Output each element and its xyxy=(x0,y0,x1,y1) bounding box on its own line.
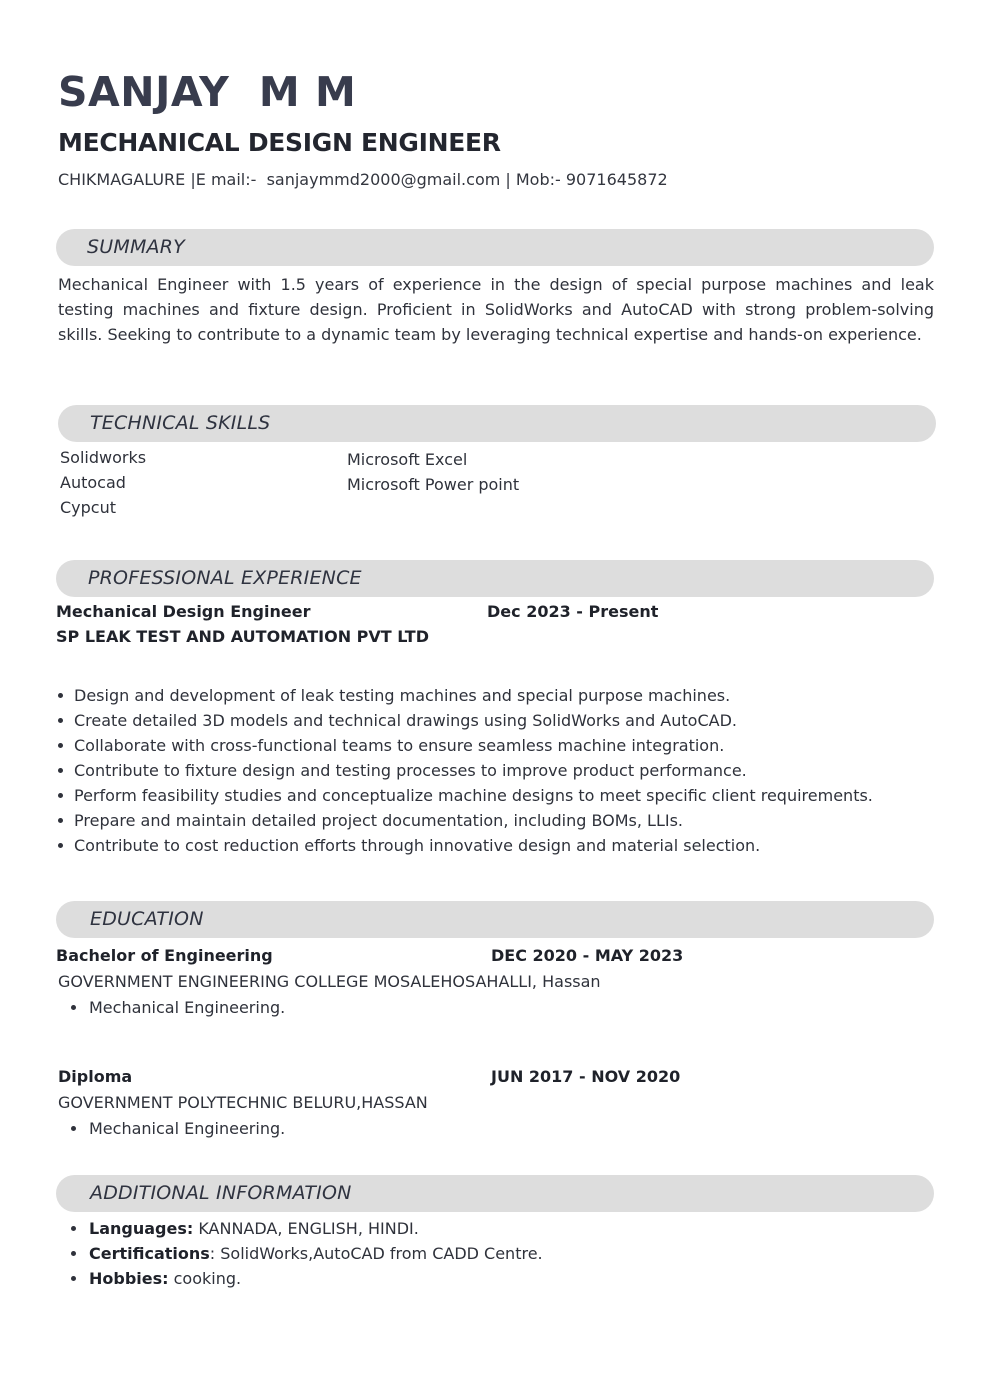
list-item xyxy=(56,1266,543,1291)
info-label: Hobbies: xyxy=(89,1269,169,1288)
job-title: MECHANICAL DESIGN ENGINEER xyxy=(58,128,501,157)
degree-title: Diploma xyxy=(58,1067,133,1086)
degree-details xyxy=(56,1116,285,1141)
company-name: SP LEAK TEST AND AUTOMATION PVT LTD xyxy=(56,627,429,646)
institution-name: GOVERNMENT POLYTECHNIC BELURU,HASSAN xyxy=(58,1093,428,1112)
experience-heading: PROFESSIONAL EXPERIENCE xyxy=(88,567,362,589)
education-section-header xyxy=(56,901,934,938)
experience-section-header xyxy=(56,560,934,597)
education-heading: EDUCATION xyxy=(90,908,204,930)
list-item: Design and development of leak testing machines and special purpose machines. xyxy=(56,683,873,708)
list-item: Contribute to fixture design and testing processes to improve product performance. xyxy=(56,758,873,783)
skill-item: Microsoft Power point xyxy=(347,475,520,494)
summary-text: Mechanical Engineer with 1.5 years of experience in the design of special purpose machines and leak testing machines and fixture design. Proficient in SolidWorks and AutoCAD with strong problem-solving skills. Seeking to contribute to a dynamic team by leveraging technical expertise and hands-on experience. xyxy=(58,275,934,344)
list-item: Collaborate with cross-functional teams to ensure seamless machine integration. xyxy=(56,733,873,758)
institution-name: GOVERNMENT ENGINEERING COLLEGE MOSALEHOSAHALLI, Hassan xyxy=(58,972,601,991)
skill-item: Cypcut xyxy=(60,498,117,517)
skill-item: Solidworks xyxy=(60,448,147,467)
summary-heading: SUMMARY xyxy=(87,236,185,258)
list-item: Create detailed 3D models and technical drawings using SolidWorks and AutoCAD. xyxy=(56,708,873,733)
info-value: KANNADA, ENGLISH, HINDI. xyxy=(193,1219,419,1238)
candidate-name: SANJAY M M xyxy=(58,68,357,116)
additional-info-list xyxy=(56,1216,543,1291)
additional-section-header xyxy=(56,1175,934,1212)
list-item: Mechanical Engineering. xyxy=(56,1116,285,1141)
contact-line: CHIKMAGALURE |E mail:- sanjaymmd2000@gmail.com | Mob:- 9071645872 xyxy=(58,170,668,189)
list-item: Mechanical Engineering. xyxy=(56,995,285,1020)
list-item xyxy=(56,1241,543,1266)
skills-heading: TECHNICAL SKILLS xyxy=(90,412,271,434)
degree-dates: DEC 2020 - MAY 2023 xyxy=(491,946,684,965)
job-role: Mechanical Design Engineer xyxy=(56,602,311,621)
list-item: Perform feasibility studies and conceptualize machine designs to meet specific client requirements. xyxy=(56,783,873,808)
info-value: cooking. xyxy=(168,1269,242,1288)
skill-item: Autocad xyxy=(60,473,126,492)
list-item: Prepare and maintain detailed project documentation, including BOMs, LLIs. xyxy=(56,808,873,833)
list-item xyxy=(56,1216,543,1241)
info-label: Languages: xyxy=(89,1219,194,1238)
skills-section-header xyxy=(58,405,936,442)
skill-item: Microsoft Excel xyxy=(347,450,468,469)
info-value: : SolidWorks,AutoCAD from CADD Centre. xyxy=(209,1244,543,1263)
degree-title: Bachelor of Engineering xyxy=(56,946,273,965)
experience-bullet-list xyxy=(56,683,873,858)
degree-details xyxy=(56,995,285,1020)
list-item: Contribute to cost reduction efforts through innovative design and material selection. xyxy=(56,833,873,858)
summary-section-header xyxy=(56,229,934,266)
job-dates: Dec 2023 - Present xyxy=(487,602,659,621)
info-label: Certifications xyxy=(89,1244,210,1263)
additional-heading: ADDITIONAL INFORMATION xyxy=(90,1182,352,1204)
degree-dates: JUN 2017 - NOV 2020 xyxy=(491,1067,681,1086)
